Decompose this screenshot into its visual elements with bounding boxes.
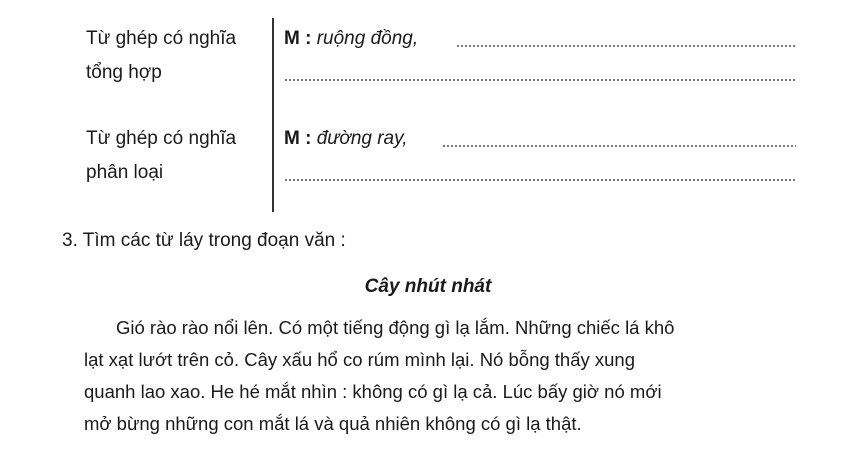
story-line: Gió rào rào nổi lên. Có một tiếng động gì lạ lắm. Những chiếc lá khô bbox=[116, 317, 675, 338]
story-line: mở bừng những con mắt lá và quả nhiên không có gì lạ thật. bbox=[84, 413, 582, 434]
row-label-line-1: Từ ghép có nghĩa bbox=[86, 28, 237, 49]
answer-cell bbox=[284, 122, 796, 190]
row-label bbox=[86, 122, 270, 190]
dotted-answer-line bbox=[442, 145, 796, 147]
story-paragraph bbox=[84, 312, 804, 440]
dotted-answer-line bbox=[284, 79, 796, 81]
answer-cell bbox=[284, 22, 796, 90]
row-label bbox=[86, 22, 270, 90]
example-word: ruộng đồng, bbox=[316, 28, 419, 49]
example-word: đường ray, bbox=[316, 128, 408, 149]
word-classification-table bbox=[86, 18, 806, 212]
answer-line-1 bbox=[284, 122, 796, 156]
answer-line-2 bbox=[284, 156, 796, 190]
story-line: quanh lao xao. He hé mắt nhìn : không có gì lạ cả. Lúc bấy giờ nó mới bbox=[84, 381, 662, 402]
row-label-line-2: tổng hợp bbox=[86, 62, 162, 83]
dotted-answer-line bbox=[284, 179, 796, 181]
dotted-answer-line bbox=[456, 45, 796, 47]
table-column-divider bbox=[272, 18, 274, 212]
answer-line-2 bbox=[284, 56, 796, 90]
example-marker: M : bbox=[284, 28, 312, 49]
story-line: lạt xạt lướt trên cỏ. Cây xấu hổ co rúm mình lại. Nó bỗng thấy xung bbox=[84, 349, 636, 370]
answer-line-1 bbox=[284, 22, 796, 56]
row-label-line-2: phân loại bbox=[86, 162, 164, 183]
example-marker: M : bbox=[284, 128, 312, 149]
story-title: Cây nhút nhát bbox=[364, 276, 492, 297]
row-label-line-1: Từ ghép có nghĩa bbox=[86, 128, 237, 149]
question-3-prompt: 3. Tìm các từ láy trong đoạn văn : bbox=[62, 230, 346, 251]
